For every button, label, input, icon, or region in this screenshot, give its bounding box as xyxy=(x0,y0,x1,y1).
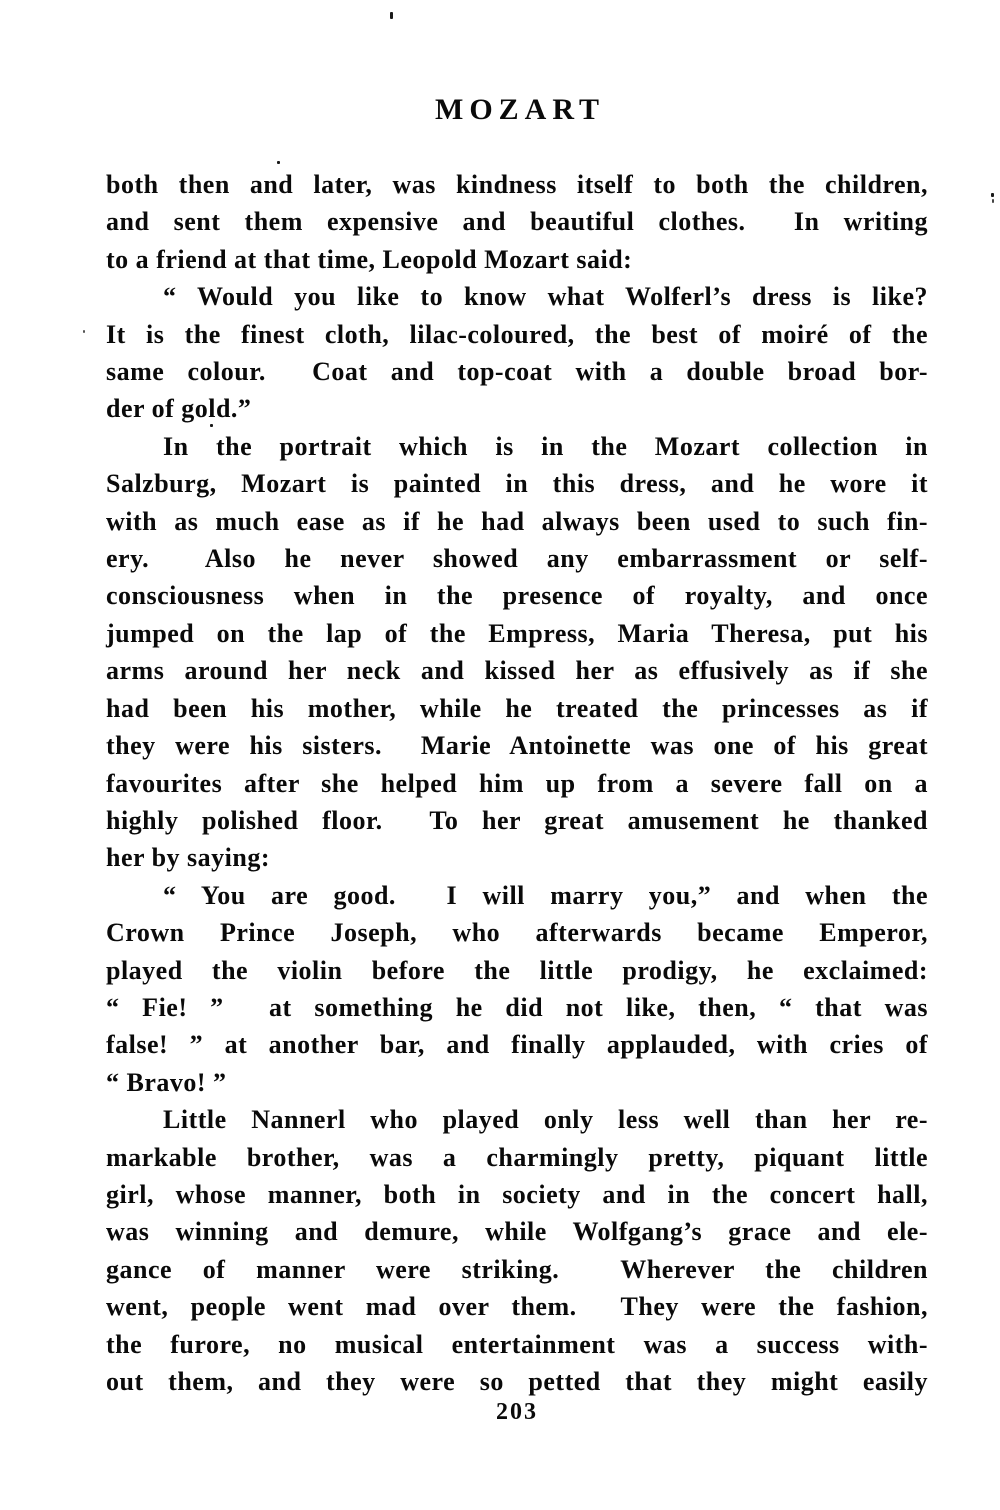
text-line: had been his mother, while he treated the princesses as if xyxy=(106,693,928,723)
text-line: was winning and demure, while Wolfgang’s grace and ele- xyxy=(106,1217,928,1247)
paragraph xyxy=(106,278,928,428)
text-line: girl, whose manner, both in society and in the concert hall, xyxy=(106,1179,928,1209)
text-line: out them, and they were so petted that they might easily xyxy=(106,1367,928,1396)
text-line: went, people went mad over them. They were the fashion, xyxy=(106,1292,928,1322)
text-line: the furore, no musical entertainment was a success with- xyxy=(106,1329,928,1359)
text-line: “ Would you like to know what Wolferl’s dress is like? xyxy=(163,282,928,312)
scan-speck xyxy=(277,161,280,164)
scan-speck xyxy=(390,12,393,19)
text-line: markable brother, was a charmingly pretty, piquant little xyxy=(106,1142,928,1172)
text-line: Salzburg, Mozart is painted in this dress, and he wore it xyxy=(106,469,928,499)
text-line: same colour. Coat and top-coat with a double broad bor- xyxy=(106,357,928,387)
text-line: false! ” at another bar, and finally applauded, with cries of xyxy=(106,1030,928,1060)
text-line: played the violin before the little prodigy, he exclaimed: xyxy=(106,955,928,985)
text-line: arms around her neck and kissed her as effusively as if she xyxy=(106,656,928,686)
body-text xyxy=(106,166,928,1400)
text-line: “ You are good. I will marry you,” and when the xyxy=(163,880,928,910)
text-line: In the portrait which is in the Mozart collection in xyxy=(163,431,928,461)
text-line: “ Bravo! ” xyxy=(106,1067,227,1097)
text-line: both then and later, was kindness itself to both the children, xyxy=(106,170,928,199)
paragraph xyxy=(106,166,928,278)
text-line: they were his sisters. Marie Antoinette was one of his great xyxy=(106,731,928,761)
text-line: highly polished floor. To her great amusement he thanked xyxy=(106,805,928,835)
text-line: consciousness when in the presence of royalty, and once xyxy=(106,581,928,611)
text-line: jumped on the lap of the Empress, Maria Theresa, put his xyxy=(106,618,928,648)
page-number: 203 xyxy=(496,1399,538,1425)
text-line: with as much ease as if he had always been used to such fin- xyxy=(106,506,928,536)
paragraph xyxy=(106,877,928,1101)
text-line: It is the finest cloth, lilac-coloured, the best of moiré of the xyxy=(106,319,928,349)
scan-speck xyxy=(210,424,213,427)
text-line: Little Nannerl who played only less well than her re- xyxy=(163,1105,928,1135)
paragraph xyxy=(106,428,928,877)
scan-speck xyxy=(991,193,994,197)
scan-speck xyxy=(83,330,85,333)
text-line: “ Fie! ” at something he did not like, then, “ that was xyxy=(106,992,928,1022)
text-line: her by saying: xyxy=(106,843,270,873)
paragraph xyxy=(106,1101,928,1400)
text-line: Crown Prince Joseph, who afterwards became Emperor, xyxy=(106,918,928,948)
text-line: der of gold.” xyxy=(106,394,252,424)
scan-speck xyxy=(992,199,994,203)
page-title: MOZART xyxy=(435,93,605,126)
text-line: and sent them expensive and beautiful clothes. In writing xyxy=(106,207,928,237)
text-line: gance of manner were striking. Wherever the children xyxy=(106,1254,928,1284)
text-line: ery. Also he never showed any embarrassment or self- xyxy=(106,544,928,574)
text-line: to a friend at that time, Leopold Mozart said: xyxy=(106,244,633,274)
text-line: favourites after she helped him up from a severe fall on a xyxy=(106,768,928,798)
